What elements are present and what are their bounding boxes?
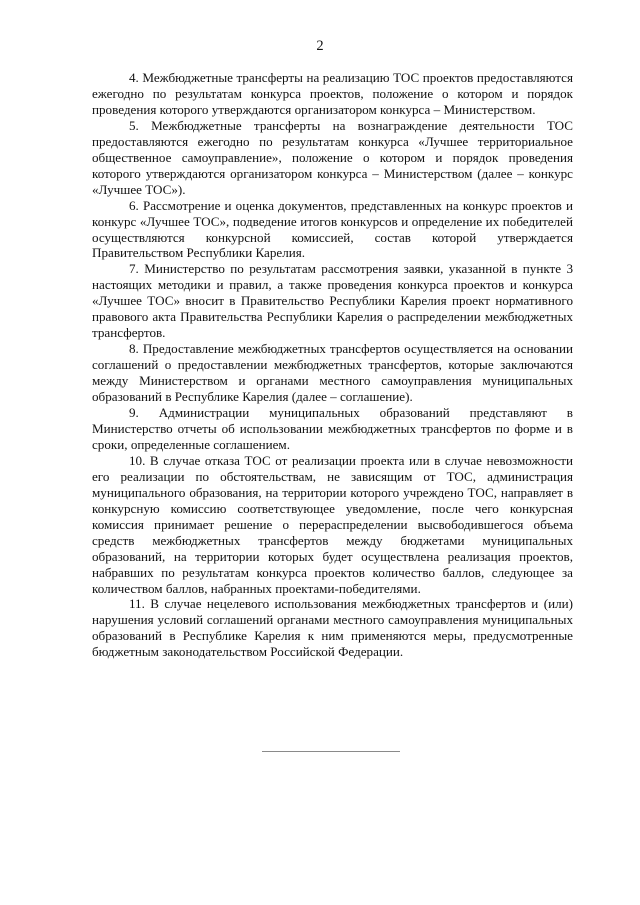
paragraph-7: 7. Министерство по результатам рассмотрения заявки, указанной в пункте 3 настоящих методики и правил, а также проведения конкурса проектов и конкурса «Лучшее ТОС» вносит в Правительство Республики Карелия проект нормативного правового акта Правительства Республики Карелия о распределении межбюджетных трансфертов. [92, 261, 573, 341]
paragraph-9: 9. Администрации муниципальных образований представляют в Министерство отчеты об использовании межбюджетных трансфертов по форме и в сроки, определенные соглашением. [92, 405, 573, 452]
paragraph-8: 8. Предоставление межбюджетных трансфертов осуществляется на основании соглашений о предоставлении межбюджетных трансфертов, которые заключаются между Министерством и органами местного самоуправления муниципальных образований в Республике Карелия (далее – соглашение). [92, 341, 573, 405]
page-number: 2 [316, 38, 324, 54]
end-separator-line [262, 751, 400, 752]
paragraph-10: 10. В случае отказа ТОС от реализации проекта или в случае невозможности его реализации по обстоятельствам, не зависящим от ТОС, администрация муниципального образования, на территории которого учреждено ТОС, направляет в конкурсную комиссию соответствующее уведомление, после чего конкурсная комиссия принимает решение о перераспределении высвободившегося объема средств межбюджетных трансфертов между бюджетами муниципальных образований, на территории которых будет осуществлена реализация проектов, набравших по результатам конкурса проектов количество баллов, следующее за количеством баллов, набранных проектами-победителями. [92, 452, 573, 596]
paragraph-6: 6. Рассмотрение и оценка документов, представленных на конкурс проектов и конкурс «Лучшее ТОС», подведение итогов конкурсов и определение их победителей осуществляются конкурсной комиссией, состав которой утверждается Правительством Республики Карелия. [92, 197, 573, 261]
paragraph-4: 4. Межбюджетные трансферты на реализацию ТОС проектов предоставляются ежегодно по результатам конкурса проектов, положение о котором и порядок проведения которого утверждаются организатором конкурса – Министерством. [92, 70, 573, 117]
paragraph-5: 5. Межбюджетные трансферты на вознаграждение деятельности ТОС предоставляются ежегодно по результатам конкурса «Лучшее территориальное общественное самоуправление», положение о котором и порядок проведения которого утверждаются организатором конкурса – Министерством (далее – конкурс «Лучшее ТОС»). [92, 117, 573, 197]
document-body [92, 70, 573, 660]
paragraph-11: 11. В случае нецелевого использования межбюджетных трансфертов и (или) нарушения условий соглашений органами местного самоуправления муниципальных образований в Республике Карелия к ним применяются меры, предусмотренные бюджетным законодательством Российской Федерации. [92, 596, 573, 660]
